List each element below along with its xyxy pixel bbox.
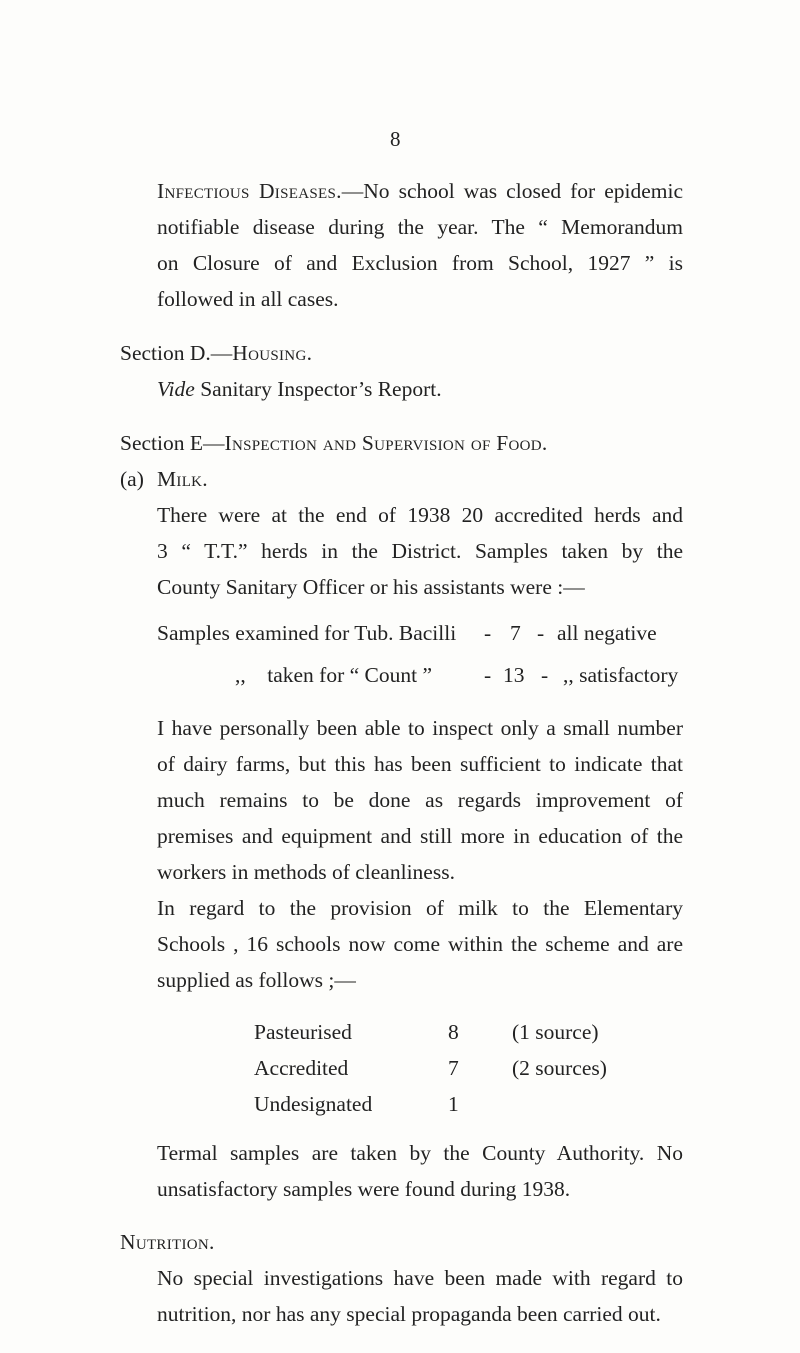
supply-count: 8 bbox=[448, 1020, 459, 1044]
milk-p1-line-1: There were at the end of 1938 20 accredited herds and bbox=[157, 503, 683, 527]
section-d-heading bbox=[120, 339, 312, 367]
milk-p1-line-3: County Sanitary Officer or his assistants were :— bbox=[157, 575, 585, 599]
infectious-line-4: followed in all cases. bbox=[157, 287, 339, 311]
nutrition-heading: Nutrition. bbox=[120, 1230, 215, 1254]
section-e-heading bbox=[120, 429, 548, 457]
section-e-title: Inspection and Supervision of Food. bbox=[224, 431, 548, 455]
infectious-text-1: —No school was closed for epidemic bbox=[341, 179, 684, 203]
milk-p3-line-1: In regard to the provision of milk to the Elementary bbox=[157, 896, 683, 920]
sample-dash: - bbox=[484, 663, 492, 687]
infectious-line-3: on Closure of and Exclusion from School, 1927 ” is bbox=[157, 251, 683, 275]
milk-p2-line-3: much remains to be done as regards improvement of bbox=[157, 788, 683, 812]
milk-p3-line-2: Schools , 16 schools now come within the scheme and are bbox=[157, 932, 683, 956]
section-d-vide-line bbox=[157, 375, 442, 403]
supply-type: Accredited bbox=[254, 1056, 349, 1080]
page-number: 8 bbox=[390, 127, 401, 151]
infectious-line-1 bbox=[157, 177, 683, 205]
sample-count: 13 bbox=[503, 663, 525, 687]
infectious-line-2: notifiable disease during the year. The “ Memorandum bbox=[157, 215, 683, 239]
vide-text: Vide bbox=[157, 377, 195, 401]
sample-count: 7 bbox=[510, 621, 521, 645]
milk-p1-line-2: 3 “ T.T.” herds in the District. Samples taken by the bbox=[157, 539, 683, 563]
milk-p2-line-1: I have personally been able to inspect only a small number bbox=[157, 716, 683, 740]
nutrition-line-1: No special investigations have been made with regard to bbox=[157, 1266, 683, 1290]
sample-dash: - bbox=[537, 621, 545, 645]
milk-p2-line-4: premises and equipment and still more in education of the bbox=[157, 824, 683, 848]
sample-dash: - bbox=[541, 663, 549, 687]
milk-title: Milk. bbox=[157, 467, 208, 491]
section-e-prefix: Section E— bbox=[120, 431, 225, 455]
milk-p4-line-2: unsatisfactory samples were found during 1938. bbox=[157, 1177, 571, 1201]
sample-dash: - bbox=[484, 621, 492, 645]
section-d-prefix: Section D.— bbox=[120, 341, 233, 365]
milk-marker: (a) bbox=[120, 467, 144, 491]
milk-p4-line-1: Termal samples are taken by the County Authority. No bbox=[157, 1141, 683, 1165]
sample-label: Samples examined for Tub. Bacilli bbox=[157, 621, 457, 645]
infectious-heading: Infectious Diseases. bbox=[157, 179, 342, 203]
milk-p2-line-5: workers in methods of cleanliness. bbox=[157, 860, 455, 884]
milk-p2-line-2: of dairy farms, but this has been sufficient to indicate that bbox=[157, 752, 683, 776]
supply-note: (1 source) bbox=[512, 1020, 599, 1044]
supply-type: Pasteurised bbox=[254, 1020, 352, 1044]
supply-note: (2 sources) bbox=[512, 1056, 607, 1080]
supply-count: 1 bbox=[448, 1092, 459, 1116]
sample-result: all negative bbox=[557, 621, 657, 645]
vide-rest: Sanitary Inspector’s Report. bbox=[194, 377, 442, 401]
supply-count: 7 bbox=[448, 1056, 459, 1080]
sample-label: ,, taken for “ Count ” bbox=[235, 663, 433, 687]
milk-p3-line-3: supplied as follows ;— bbox=[157, 968, 356, 992]
supply-type: Undesignated bbox=[254, 1092, 373, 1116]
sample-result: ,, satisfactory bbox=[563, 663, 679, 687]
nutrition-line-2: nutrition, nor has any special propaganda been carried out. bbox=[157, 1302, 661, 1326]
section-d-title: Housing. bbox=[232, 341, 313, 365]
